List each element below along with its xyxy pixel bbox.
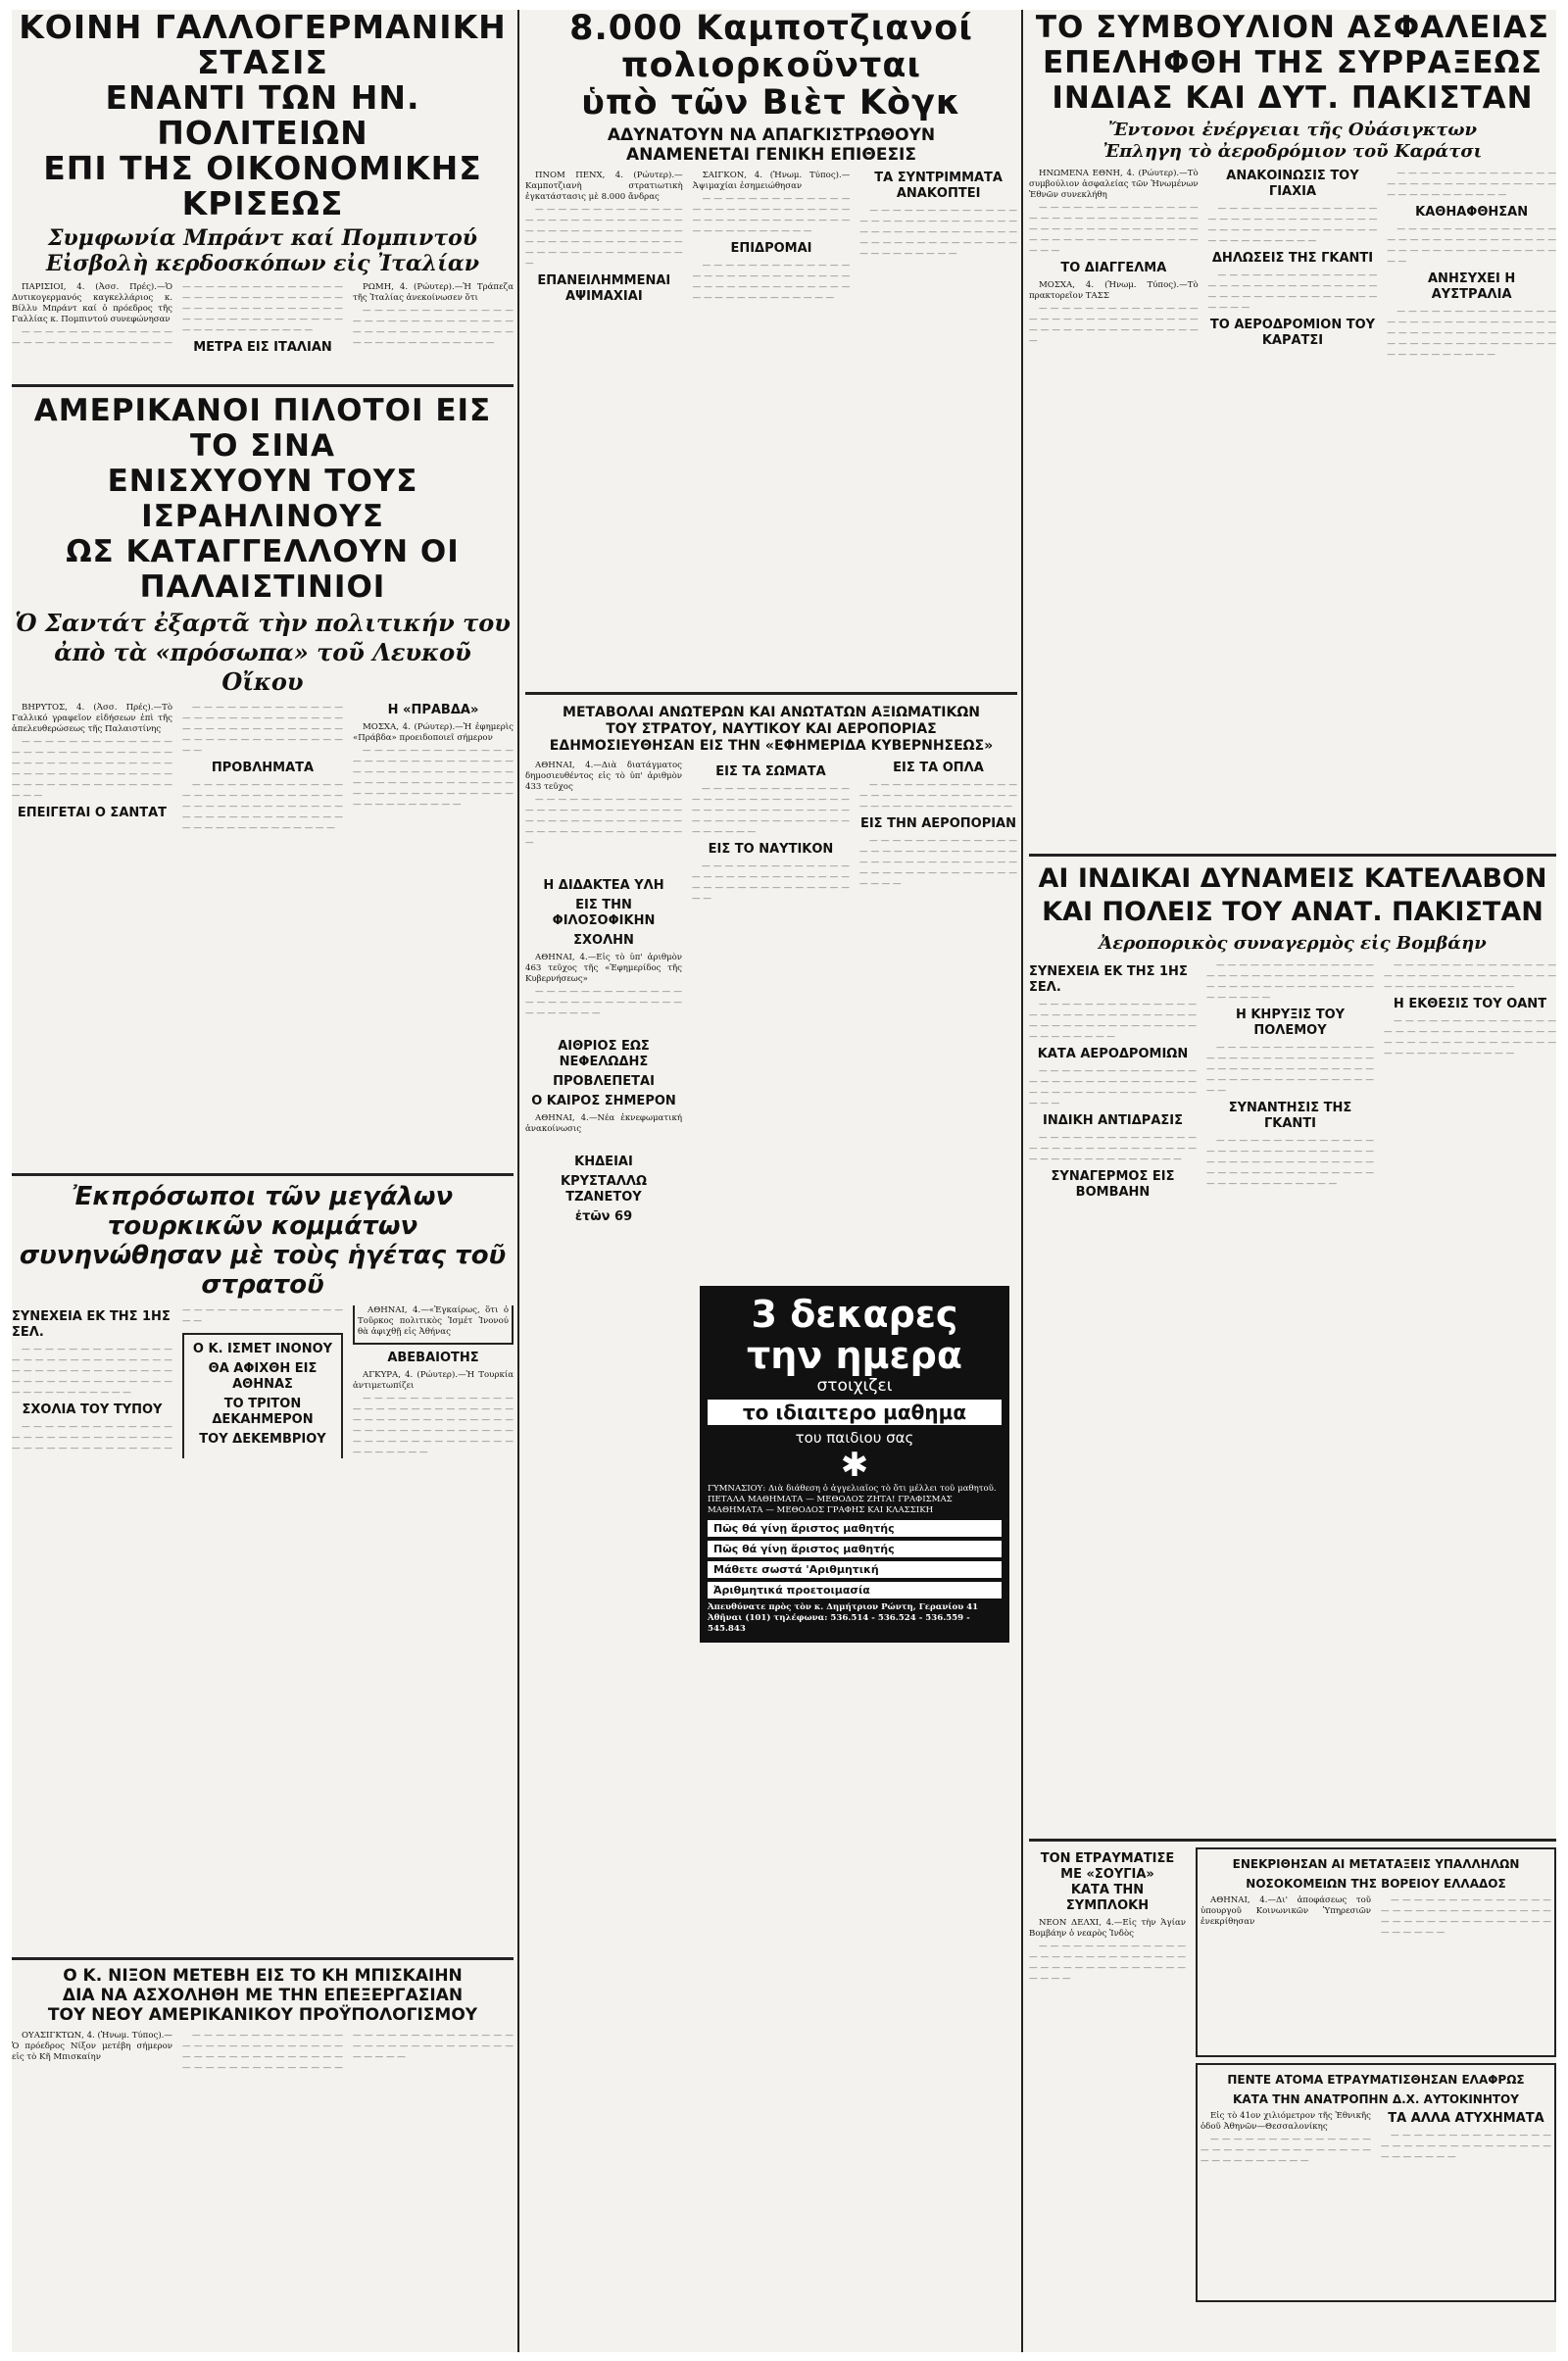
headline bbox=[12, 393, 514, 605]
headline-line: 8.000 Καμποτζιανοί bbox=[569, 10, 973, 48]
article-franco-german bbox=[12, 10, 514, 378]
ad-bar: Πῶς θά γίνῃ ἄριστος μαθητής bbox=[708, 1520, 1002, 1537]
article-body bbox=[12, 2031, 514, 2344]
body-text: — — — — — — — — — — — — — — — — — — — — — — — — — — — — — — — — — — — — — — — — — — — — — — — — — — — — — — — — — — — — — — — — — — — — — — — — — — — — — — — bbox=[353, 746, 514, 810]
body-text: — — — — — — — — — — — — — — — — — — — — — — — — — — — — — — — — — — — — — — — — — — — — — — — — — — — — — — — — — — — — — — — — — — — — — bbox=[1387, 307, 1556, 360]
body-text: — — — — — — — — — — — — — — — — — — — — — — — — — — — — — — — — — — — — — — — — — — — bbox=[1029, 1133, 1197, 1164]
dateline: ΜΟΣΧΑ, 4. (Ἡνωμ. Τύπος).—Τὸ πρακτορεῖον ΤΑΣΣ bbox=[1029, 280, 1199, 301]
body-text: — — — — — — — — — — — — — — — — — — — — — — — — — — — — — — — — — — — — — — — — — — — — — — bbox=[1387, 224, 1556, 267]
headline-line: ΜΕΤΑΒΟΛΑΙ ΑΝΩΤΕΡΩΝ ΚΑΙ ΑΝΩΤΑΤΩΝ ΑΞΙΩΜΑΤΙΚΩΝ bbox=[563, 705, 980, 720]
headline-line: ΜΕ «ΣΟΥΓΙΑ» bbox=[1060, 1867, 1154, 1882]
headline-line: ΙΝΔΙΑΣ ΚΑΙ ΔΥΤ. ΠΑΚΙΣΤΑΝ bbox=[1052, 80, 1534, 116]
section-subhead: ΤΟ ΑΕΡΟΔΡΟΜΙΟΝ ΤΟΥ ΚΑΡΑΤΣΙ bbox=[1209, 318, 1376, 348]
body-text: — — — — — — — — — — — — — — — — — — — — — — — — — — — — — — — — — — — — — — — — — — — — — — — — — — — — — — bbox=[692, 261, 851, 303]
ad-headline: 3 δεκαρες την ημερα bbox=[747, 1293, 962, 1377]
body-text: — — — — — — — — — — — — — — — — — — — — — — — — — — — — — — — — — — — — — — — — — — — — — — — — — — — — — — bbox=[353, 306, 514, 348]
subheadline: Ἀεροπορικὸς συναγερμὸς εἰς Βομβάην bbox=[1099, 933, 1487, 954]
article-body bbox=[525, 171, 1017, 661]
headline-line: Ἐκπρόσωποι τῶν μεγάλων τουρκικῶν κομμάτων bbox=[72, 1182, 454, 1241]
section-subhead: ΠΡΟΒΛΗΜΑΤΑ bbox=[211, 761, 315, 775]
bottom-right-block bbox=[1029, 1847, 1556, 2352]
section-subhead: ΕΙΣ ΤΑ ΟΠΛΑ bbox=[893, 761, 984, 775]
body-text: — — — — — — — — — — — — — — — — — — — — — — — — — — — — — — — — — — — — — — — — — — — — — — — — — — — — bbox=[1029, 1000, 1197, 1042]
section-subhead: ΣΥΝΑΝΤΗΣΙΣ ΤΗΣ ΓΚΑΝΤΙ bbox=[1228, 1101, 1352, 1131]
body-text: — — — — — — — — — — — — — — — — — — — — — — — — — — — — — — — — — — — — — — — bbox=[1200, 2135, 1371, 2166]
section-subhead: ΤΑ ΣΥΝΤΡΙΜΜΑΤΑ ΑΝΑΚΟΠΤΕΙ bbox=[874, 171, 1003, 201]
headline-line: ΚΑΤΑ ΤΗΝ ΣΥΜΠΛΟΚΗ bbox=[1065, 1883, 1150, 1913]
newspaper-page bbox=[12, 10, 1556, 2352]
section-subhead: ΔΗΛΩΣΕΙΣ ΤΗΣ ΓΚΑΝΤΙ bbox=[1211, 251, 1374, 266]
section-subhead: ΕΙΣ ΤΟ ΝΑΥΤΙΚΟΝ bbox=[708, 842, 834, 857]
dateline: ΑΓΚΥΡΑ, 4. (Ρώυτερ).—Ἡ Τουρκία ἀντιμετωπίζει bbox=[353, 1370, 514, 1391]
subheadline-line: Ἔντονοι ἐνέργειαι τῆς Οὐάσιγκτων bbox=[1107, 120, 1477, 140]
section-subhead: ΕΙΣ ΤΗΝ ΦΙΛΟΣΟΦΙΚΗΝ bbox=[552, 898, 656, 928]
subheadline-line: Ὁ Σαντάτ ἐξαρτᾶ τὴν πολιτικήν του bbox=[15, 609, 511, 637]
body-text: — — — — — — — — — — — — — — — — — — — — — — — — — — — — — — — — — — — — — — — — — — — — — — — — bbox=[1207, 271, 1378, 313]
body-text: — — — — — — — — — — — — — — — — — — — — — — — — — — — — — — — — — — — — — — — — — — — — — — — — — — — — — — — — — — — — — — — — — — bbox=[12, 1345, 172, 1398]
inset-line: ΤΟΥ ΔΕΚΕΜΒΡΙΟΥ bbox=[199, 1432, 326, 1447]
section-subhead: ΤΑ ΑΛΛΑ ΑΤΥΧΗΜΑΤΑ bbox=[1388, 2111, 1544, 2126]
article-body bbox=[1029, 960, 1374, 1823]
body-text: — — — — — — — — — — — — — — — — — — — — — — — — — — — — — — — — — — — — — — — — — — — — — — — — — — — — — — — — — — — — — — — — — — — — — bbox=[182, 780, 343, 833]
headline-line: ΕΝΕΚΡΙΘΗΣΑΝ ΑΙ ΜΕΤΑΤΑΞΕΙΣ ΥΠΑΛΛΗΛΩΝ bbox=[1232, 1857, 1520, 1871]
headline-line: ΠΕΝΤΕ ΑΤΟΜΑ ΕΤΡΑΥΜΑΤΙΣΘΗΣΑΝ ΕΛΑΦΡΩΣ bbox=[1227, 2073, 1525, 2087]
section-subhead: ΚΑΘΗΑΦΘΗΣΑΝ bbox=[1415, 205, 1529, 220]
headline-line: ΕΠΕΛΗΦΘΗ ΤΗΣ ΣΥΡΡΑΞΕΩΣ bbox=[1042, 45, 1544, 80]
article-body bbox=[525, 761, 682, 1662]
section-subhead: ΣΧΟΛΗΝ bbox=[573, 933, 634, 948]
body-text: — — — — — — — — — — — — — — — — — — — — — — — — — — — — — — — — — — — — — — — — — — — — — — — — — — — — — — — — — — — — — — — — — — — — — — — — — — — — bbox=[353, 1394, 514, 1457]
body-text: — — — — — — — — — — — — — — — — — — — — — — — — — — — — — — — — — — — — — — — — — — — — — — — — — — — — — — — — — bbox=[12, 1305, 343, 1453]
ad-bar: Μάθετε σωστά 'Αριθμητική bbox=[708, 1561, 1002, 1578]
deceased-name: ΚΡΥΣΤΑΛΛΩ ΤΖΑΝΕΤΟΥ bbox=[561, 1174, 647, 1205]
body-text: — — — — — — — — — — — — — — — — — — — — — — — — — — — — — — — — — — — — — — — — — — — — — — — — — — bbox=[1206, 960, 1374, 1003]
headline bbox=[12, 1966, 514, 2025]
inset-line: ΘΑ ΑΦΙΧΘΗ ΕΙΣ ΑΘΗΝΑΣ bbox=[208, 1361, 318, 1392]
headline-line: ὑπὸ τῶν Βιὲτ Κὸγκ bbox=[581, 83, 961, 123]
ad-bar: Πῶς θά γίνῃ ἄριστος μαθητής bbox=[708, 1541, 1002, 1557]
article-officers bbox=[525, 701, 1017, 1681]
body-text: — — — — — — — — — — — — — — — — — — — — — — — — — — — — — — — — — — — — — — — — — — — — — — — — — — — — — — — — bbox=[1384, 1016, 1556, 1058]
headline-line: ΕΝΑΝΤΙ ΤΩΝ ΗΝ. ΠΟΛΙΤΕΙΩΝ bbox=[105, 78, 420, 152]
ad-bar: Ἀριθμητικά προετοιμασία bbox=[708, 1582, 1002, 1599]
headline-line: ΝΟΣΟΚΟΜΕΙΩΝ ΤΗΣ ΒΟΡΕΙΟΥ ΕΛΛΑΔΟΣ bbox=[1246, 1877, 1506, 1891]
body-text: — — — — — — — — — — — — — — — — — — — — — — — — — — — — — — — — — — — — — — — — — bbox=[859, 780, 1017, 812]
dateline: ΠΑΡΙΣΙΟΙ, 4. (Ἀσσ. Πρές).—Ὁ Δυτικογερμανός καγκελλάριος κ. Βίλλυ Μπράντ καί ὁ πρόεδρος τῆς Γαλλίας κ. Πομπιντού συνεφώνησαν bbox=[12, 282, 172, 324]
body-text: — — — — — — — — — — — — — — — — — — — — — — — — — — — — — — — — — — — — — — — — — — — — — — — — — — — — — — — — — — — — — bbox=[692, 784, 850, 837]
headline bbox=[525, 10, 1017, 122]
body-text: — — — — — — — — — — — — — — — — — — — — — — — — — — — — — — — — — — — — — — — — — — — — — — — — — — — — — — — — — — — — — — — — bbox=[859, 206, 1017, 259]
article-turkish-parties bbox=[12, 1182, 514, 1951]
section-subhead: ΑΒΕΒΑΙΟΤΗΣ bbox=[387, 1351, 479, 1365]
section-subhead: ΤΟ ΔΙΑΓΓΕΛΜΑ bbox=[1060, 261, 1167, 275]
section-subhead: ΑΝΑΚΟΙΝΩΣΙΣ ΤΟΥ ΓΙΑΧΙΑ bbox=[1226, 169, 1359, 199]
body-text: — — — — — — — — — — — — — — — — — — — — — — — — — — — — — — — — — — — — bbox=[1381, 2131, 1551, 2162]
ad-line: το ιδιαιτερο μαθημα bbox=[708, 1400, 1002, 1425]
body-text: — — — — — — — — — — — — — — — — — — — — — — — — — — — — — — — — — — — — — — — — — — — — — bbox=[1029, 304, 1199, 346]
subheadline-line: Ἐπληγη τὸ ἀεροδρόμιον τοῦ Καράτσι bbox=[1102, 141, 1483, 162]
dateline: ΑΘΗΝΑΙ, 4.—Διὰ διατάγματος δημοσιευθέντος εἰς τὸ ὑπ' ἀριθμὸν 433 τεῦχος bbox=[525, 761, 682, 792]
headline bbox=[1029, 862, 1556, 929]
article-stabbing bbox=[1029, 1847, 1186, 2352]
headline bbox=[12, 10, 514, 221]
headline-line: Ο Κ. ΝΙΞΟΝ ΜΕΤΕΒΗ ΕΙΣ ΤΟ ΚΗ ΜΠΙΣΚΑΙΗΝ bbox=[63, 1966, 463, 1986]
continued-label: ΣΥΝΕΧΕΙΑ ΕΚ ΤΗΣ 1ΗΣ ΣΕΛ. bbox=[1029, 964, 1188, 995]
subheadline bbox=[12, 609, 514, 697]
dateline: ΒΗΡΥΤΟΣ, 4. (Ἀσσ. Πρές).—Τὸ Γαλλικό γραφεῖον εἰδήσεων ἐπὶ τῆς ἀπελευθερώσεως τῆς Παλαιστίνης bbox=[12, 703, 172, 734]
subheadline-line: ἀπὸ τὰ «πρόσωπα» τοῦ Λευκοῦ Οἴκου bbox=[54, 638, 471, 696]
article-nixon bbox=[12, 1966, 514, 2352]
article-indian-forces bbox=[1029, 862, 1556, 1833]
dateline: ΡΩΜΗ, 4. (Ρώυτερ).—Ἡ Τράπεζα τῆς Ἰταλίας ἀνεκοίνωσεν ὅτι bbox=[353, 282, 514, 303]
subheadline bbox=[525, 125, 1017, 165]
headline-line: ΤΟΥ ΣΤΡΑΤΟΥ, ΝΑΥΤΙΚΟΥ ΚΑΙ ΑΕΡΟΠΟΡΙΑΣ bbox=[606, 721, 937, 737]
body-text: — — — — — — — — — — — — — — — — — — — — — — — — — — — — — — — — — — — — — — — — — — — — — — — — — — — — — — — — — — — — — — bbox=[1029, 203, 1199, 256]
continued-label: ΣΥΝΕΧΕΙΑ ΕΚ ΤΗΣ 1ΗΣ ΣΕΛ. bbox=[12, 1309, 171, 1340]
headline-line: πολιορκοῦνται bbox=[620, 46, 922, 85]
inset-line: ΤΟ ΤΡΙΤΟΝ ΔΕΚΑΗΜΕΡΟΝ bbox=[212, 1397, 314, 1427]
headline-line: ΑΜΕΡΙΚΑΝΟΙ ΠΙΛΟΤΟΙ ΕΙΣ ΤΟ ΣΙΝΑ bbox=[33, 393, 492, 464]
article-body bbox=[1200, 2111, 1551, 2297]
section-subhead: ΕΙΣ ΤΑ ΣΩΜΑΤΑ bbox=[715, 764, 826, 779]
body-text: — — — — — — — — — — — — — — — — — — — — — — — — — — — — — — — — — — — — — — — — — — — bbox=[692, 861, 850, 904]
divider bbox=[1029, 854, 1556, 857]
dateline: ΑΘΗΝΑΙ, 4.—Δι' ἀποφάσεως τοῦ ὑπουργοῦ Κοινωνικῶν Ὑπηρεσιῶν ἐνεκρίθησαν bbox=[1200, 1895, 1371, 1927]
article-body bbox=[692, 761, 1017, 1280]
headline-line: ΑΙ ΙΝΔΙΚΑΙ ΔΥΝΑΜΕΙΣ ΚΑΤΕΛΑΒΟΝ bbox=[1038, 863, 1547, 894]
body-text: — — — — — — — — — — — — — — — — — — — — — — — — — — — — — — — — — — bbox=[525, 987, 682, 1018]
body-text: — — — — — — — — — — — — — — — — — — — — — — — — — — — — — — — — — — — — — — — — — — — — — — — — — — — — — — — — — — — — — — — — — — — — — — — — bbox=[12, 737, 172, 801]
article-body bbox=[12, 282, 514, 378]
section-subhead: ΣΥΝΑΓΕΡΜΟΣ ΕΙΣ ΒΟΜΒΑΗΝ bbox=[1051, 1169, 1175, 1200]
headline-line: ΕΔΗΜΟΣΙΕΥΘΗΣΑΝ ΕΙΣ ΤΗΝ «ΕΦΗΜΕΡΙΔΑ ΚΥΒΕΡΝΗΣΕΩΣ» bbox=[549, 738, 994, 754]
deceased-age: ἐτῶν 69 bbox=[574, 1209, 633, 1224]
section-subhead: Ο ΚΑΙΡΟΣ ΣΗΜΕΡΟΝ bbox=[531, 1094, 676, 1108]
section-subhead: ΑΝΗΣΥΧΕΙ Η ΑΥΣΤΡΑΛΙΑ bbox=[1428, 271, 1516, 302]
body-text: — — — — — — — — — — — — — — — — — — — — — — — — — — — — — — — — — — — — — — — — — — — — — — — — — — — — — — — — bbox=[525, 795, 682, 848]
column-middle bbox=[525, 10, 1017, 2352]
subheadline bbox=[12, 225, 514, 276]
section-subhead: ΜΕΤΡΑ ΕΙΣ ΙΤΑΛΙΑΝ bbox=[193, 340, 332, 355]
subheadline-line: ΑΔΥΝΑΤΟΥΝ ΝΑ ΑΠΑΓΚΙΣΤΡΩΘΟΥΝ bbox=[607, 125, 936, 145]
article-body bbox=[1029, 169, 1556, 845]
body-text: — — — — — — — — — — — — — — — — — — — — — — — — — — — — — — — — — — — — — — — — — — — — — — — — — — — — — — — — — — — — — — — — — — — — — — bbox=[525, 205, 683, 269]
tutoring-ad bbox=[700, 1286, 1009, 1643]
article-car-accident bbox=[1196, 2063, 1556, 2302]
asterisk-icon: ✱ bbox=[840, 1446, 869, 1485]
body-text: — — — — — — — — — — — — — — — — — — — — — — — — — — — — — — — — — — — — — — — — — — — — — — — — — — bbox=[1381, 1895, 1551, 1938]
headline-line: συνηνώθησαν μὲ τοὺς ἡγέτας τοῦ στρατοῦ bbox=[19, 1241, 507, 1300]
section-subhead: ΕΠΙΔΡΟΜΑΙ bbox=[730, 241, 812, 256]
headline-line: ΤΟΥ ΝΕΟΥ ΑΜΕΡΙΚΑΝΙΚΟΥ ΠΡΟΫΠΟΛΟΓΙΣΜΟΥ bbox=[47, 2005, 478, 2025]
right-stack bbox=[1196, 1847, 1556, 2352]
dateline: ΝΕΟΝ ΔΕΛΧΙ, 4.—Εἰς τὴν Ἁγίαν Βομβάην ὁ νεαρὸς Ἰνδὸς bbox=[1029, 1918, 1186, 1939]
section-subhead: ΚΑΤΑ ΑΕΡΟΔΡΟΜΙΩΝ bbox=[1037, 1047, 1189, 1061]
column-left bbox=[12, 10, 514, 2352]
divider bbox=[525, 692, 1017, 695]
body-text: — — — — — — — — — — — — — — — — — — — — — — — — — — — — — — — — — — — — — — — — — — — — — — — — — — — — — — — — — — — — — — — — — — — — — — — — — — — — — — — — — — — — — — — — — — — — — — — bbox=[12, 282, 343, 348]
headline-line: ΕΝΙΣΧΥΟΥΝ ΤΟΥΣ ΙΣΡΑΗΛΙΝΟΥΣ bbox=[107, 464, 418, 534]
section-subhead: Η ΕΚΘΕΣΙΣ ΤΟΥ ΟΑΝΤ bbox=[1393, 997, 1547, 1011]
section-subhead: ΕΠΕΙΓΕΤΑΙ Ο ΣΑΝΤΑΤ bbox=[17, 806, 168, 820]
headline-line: ΤΟΝ ΕΤΡΑΥΜΑΤΙΣΕ bbox=[1040, 1851, 1175, 1866]
body-text: — — — — — — — — — — — — — — — — — — — — — — — — — — — — — — — — — — — — — — — — — — — — — — — — — — — — bbox=[692, 194, 851, 236]
body-text: — — — — — — — — — — — — — — — — — — — — — — — — — — — — — — — — — — — — — — — — — — — — — — — — — — — — — — — — — — — — — bbox=[1206, 1043, 1374, 1096]
ad-line: του παιδιου σας bbox=[795, 1429, 914, 1447]
article-body bbox=[12, 1305, 514, 1951]
headline-line: ΚΑΙ ΠΟΛΕΙΣ ΤΟΥ ΑΝΑΤ. ΠΑΚΙΣΤΑΝ bbox=[1042, 897, 1544, 927]
body-text: — — — — — — — — — — — — — — — — — — — — — — — — — — — — — — — — — — — — — — — — — — — — — — — bbox=[1029, 1066, 1197, 1108]
dateline: ΑΘΗΝΑΙ, 4.—Εἰς τὸ ὑπ' ἀριθμὸν 463 τεῦχος τῆς «Ἐφημερίδος τῆς Κυβερνήσεως» bbox=[525, 953, 682, 984]
headline bbox=[12, 1182, 514, 1300]
article-cambodia bbox=[525, 10, 1017, 686]
article-columns bbox=[1029, 960, 1556, 1823]
article-body bbox=[12, 703, 514, 1167]
dateline: ΗΝΩΜΕΝΑ ΕΘΝΗ, 4. (Ρώυτερ).—Τὸ συμβούλιον ἀσφαλείας τῶν Ἡνωμένων Ἐθνῶν συνεκλήθη bbox=[1029, 169, 1199, 200]
section-subhead: Η «ΠΡΑΒΔΑ» bbox=[387, 703, 479, 717]
headline-line: ΩΣ ΚΑΤΑΓΓΕΛΛΟΥΝ ΟΙ ΠΑΛΑΙΣΤΙΝΙΟΙ bbox=[66, 534, 460, 605]
section-subhead: ΠΡΟΒΛΕΠΕΤΑΙ bbox=[553, 1074, 655, 1089]
article-body bbox=[1384, 960, 1556, 1823]
article-hospital-staff bbox=[1196, 1847, 1556, 2057]
column-rule bbox=[517, 10, 519, 2352]
dateline: ΑΘΗΝΑΙ, 4.—«Ἐγκαίρως, ὅτι ὁ Τοῦρκος πολιτικὸς Ἰσμέτ Ἰνονού θὰ ἀφιχθῇ εἰς Ἀθήνας bbox=[358, 1305, 509, 1337]
section-subhead: ΕΠΑΝΕΙΛΗΜΜΕΝΑΙ ΑΨΙΜΑΧΙΑΙ bbox=[537, 273, 671, 304]
body-text: — — — — — — — — — — — — — — — — — — — — — — — — — — — — — — — — — — — — — — — — — — — — — — — — — — — — — — — — — bbox=[182, 703, 343, 756]
headline bbox=[1029, 10, 1556, 116]
divider bbox=[12, 1173, 514, 1176]
column-rule bbox=[1021, 10, 1023, 2352]
dateline: ΠΝΟΜ ΠΕΝΧ, 4. (Ρώυτερ).—Καμποτζιανὴ στρατιωτικὴ ἐγκατάστασις μὲ 8.000 ἄνδρας bbox=[525, 171, 683, 202]
subheadline-line: Συμφωνία Μπράντ καί Πομπιντού bbox=[47, 225, 478, 251]
headline-line: ΚΑΤΑ ΤΗΝ ΑΝΑΤΡΟΠΗΝ Δ.Χ. ΑΥΤΟΚΙΝΗΤΟΥ bbox=[1233, 2092, 1519, 2106]
subheadline bbox=[1029, 120, 1556, 163]
subheadline-line: Εἰσβολὴ κερδοσκόπων εἰς Ἰταλίαν bbox=[45, 251, 480, 276]
body-text: — — — — — — — — — — — — — — — — — — — — — — — — — — — — — — — — — — — — — — — — — — — — — — — — — — — — — — bbox=[1207, 204, 1378, 246]
headline bbox=[1029, 1851, 1186, 1914]
headline-line: ΕΠΙ ΤΗΣ ΟΙΚΟΝΟΜΙΚΗΣ ΚΡΙΣΕΩΣ bbox=[43, 149, 482, 222]
section-subhead: ΕΙΣ ΤΗΝ ΑΕΡΟΠΟΡΙΑΝ bbox=[859, 816, 1017, 831]
headline-line: ΔΙΑ ΝΑ ΑΣΧΟΛΗΘΗ ΜΕ ΤΗΝ ΕΠΕΞΕΡΓΑΣΙΑΝ bbox=[62, 1986, 464, 2005]
divider bbox=[12, 384, 514, 387]
article-columns bbox=[525, 761, 1017, 1662]
body-text: — — — — — — — — — — — — — — — — — — — — — — — — — — — — — — — — — — — — — — — — bbox=[1387, 169, 1556, 200]
body-text: — — — — — — — — — — — — — — — — — — — — — — — — — — — — — — — — — — — — — — — — — — — — — — — — — — — — — — — — — — — — — — — — — — — — — — — — — — — — — — — — — — — — — — — — bbox=[182, 2031, 514, 2073]
headline bbox=[525, 705, 1017, 755]
article-sinai-pilots bbox=[12, 393, 514, 1167]
section-subhead: ΣΧΟΛΙΑ ΤΟΥ ΤΥΠΟΥ bbox=[22, 1402, 163, 1417]
dateline: ΣΑΪΓΚΟΝ, 4. (Ἡνωμ. Τύπος).—Ἀψιμαχίαι ἐσημειώθησαν bbox=[692, 171, 851, 191]
headline-line: ΤΟ ΣΥΜΒΟΥΛΙΟΝ ΑΣΦΑΛΕΙΑΣ bbox=[1035, 10, 1550, 45]
ad-address: Ἀπευθύνατε πρὸς τὸν κ. Δημήτριον Ρώντη, Γερανίου 41 Ἀθῆναι (101) τηλέφωνα: 536.514 - 536.524 - 536.559 - 545.843 bbox=[708, 1602, 979, 1634]
dateline: ΑΘΗΝΑΙ, 4.—Νέα ἐκνεφωματική ἀνακοίνωσις bbox=[525, 1113, 682, 1134]
divider bbox=[1029, 1839, 1556, 1842]
subheadline-line: ΑΝΑΜΕΝΕΤΑΙ ΓΕΝΙΚΗ ΕΠΙΘΕΣΙΣ bbox=[625, 145, 916, 165]
section-subhead: ΑΙΘΡΙΟΣ ΕΩΣ ΝΕΦΕΛΩΔΗΣ bbox=[558, 1039, 650, 1069]
article-security-council bbox=[1029, 10, 1556, 848]
column-right bbox=[1029, 10, 1556, 2352]
dateline: Εἰς τὸ 41ον χιλιόμετρον τῆς Ἐθνικῆς ὁδοῦ Ἀθηνῶν—Θεσσαλονίκης bbox=[1200, 2111, 1371, 2132]
divider bbox=[12, 1957, 514, 1960]
section-subhead: ΚΗΔΕΙΑΙ bbox=[574, 1155, 633, 1169]
article-body bbox=[1029, 1918, 1186, 2330]
inset-line: Ο Κ. ΙΣΜΕΤ ΙΝΟΝΟΥ bbox=[192, 1342, 333, 1356]
ad-text: ΓΥΜΝΑΣΙΟΥ: Διὰ διάθεση ὁ ἀγγελιαῖος τὸ ὅτι μέλλει τοῦ μαθητοῦ. ΠΕΤΑΛΑ ΜΑΘΗΜΑΤΑ — ΜΕΘΟΔΟΣ ΖΗΤΑ! ΓΡΑΦΙΣΜΑΣ ΜΑΘΗΜΑΤΑ — ΜΕΘΟΔΟΣ ΓΡΑΦΗΣ ΚΑΙ ΚΛΑΣΣΙΚΗ bbox=[708, 1484, 997, 1515]
body-text: — — — — — — — — — — — — — — — — — — — — — — — — — — — — — — — — — — — — — — — — — — — — — — — — — — — — — — — — — — — bbox=[859, 836, 1017, 889]
dateline: ΜΟΣΧΑ, 4. (Ρώυτερ).—Ἡ ἐφημερὶς «Πράβδα» προειδοποιεῖ σήμερον bbox=[353, 722, 514, 743]
ad-line: στοιχιζει bbox=[816, 1376, 893, 1396]
body-text: — — — — — — — — — — — — — — — — — — — — — — — — — — — — — — — — — — — — — — — — — — — — — — — — — — — — — — — — — — — — — — — — — — — — — — — bbox=[1206, 1136, 1374, 1189]
headline-line: ΚΟΙΝΗ ΓΑΛΛΟΓΕΡΜΑΝΙΚΗ ΣΤΑΣΙΣ bbox=[19, 10, 507, 81]
body-text: — — — — — — — — — — — — — — — — — — — — — — — — — — — — — — — — — — — — — — — — — bbox=[1384, 960, 1556, 992]
section-subhead: Η ΔΙΔΑΚΤΕΑ ΥΛΗ bbox=[543, 878, 664, 893]
section-subhead: Η ΚΗΡΥΞΙΣ ΤΟΥ ΠΟΛΕΜΟΥ bbox=[1235, 1008, 1346, 1038]
officers-right bbox=[692, 761, 1017, 1662]
body-text: — — — — — — — — — — — — — — — — — — — — — — — — — — — — — — — — — — — — — — — — — — — — — bbox=[1029, 1942, 1186, 1984]
article-body bbox=[1200, 1895, 1551, 2052]
dateline: ΟΥΑΣΙΓΚΤΩΝ, 4. (Ἡνωμ. Τύπος).—Ὁ πρόεδρος Νίξον μετέβη σήμερον εἰς τὸ Κῆ Μπισκαίην bbox=[12, 2031, 172, 2062]
section-subhead: ΙΝΔΙΚΗ ΑΝΤΙΔΡΑΣΙΣ bbox=[1043, 1113, 1183, 1128]
